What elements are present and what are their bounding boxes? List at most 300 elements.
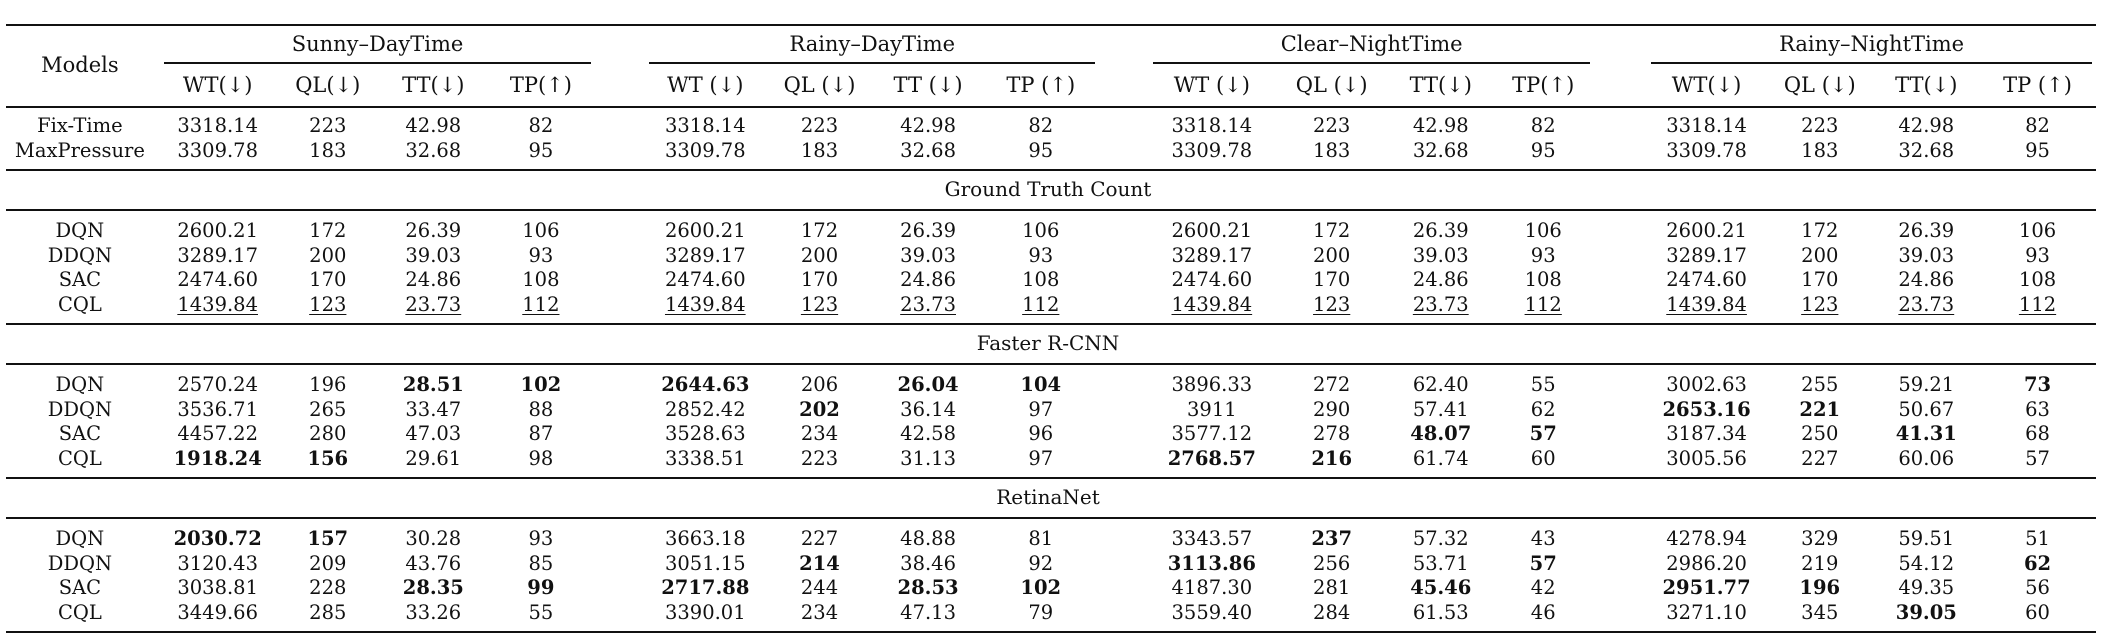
spacer	[1594, 293, 1647, 318]
metric-direction: (↓)	[1209, 73, 1250, 97]
metric-value: 3309.78	[1666, 138, 1747, 162]
metric-value: 3528.63	[664, 422, 746, 445]
model-name: MaxPressure	[14, 138, 145, 162]
metric-direction: (↓)	[326, 73, 361, 97]
metric-value: 33.26	[405, 600, 462, 624]
metric-value: 38.46	[900, 551, 956, 575]
group-underline	[164, 62, 591, 64]
metric-value: 26.04	[897, 373, 959, 396]
metric-value: 2474.60	[1666, 268, 1747, 291]
metric-value: 170	[1801, 268, 1839, 291]
metric-value: 39.03	[900, 243, 956, 267]
metric-value: 3390.01	[664, 600, 746, 624]
metric-value: 55	[1530, 373, 1556, 396]
underlined-value: 23.73	[1412, 292, 1469, 316]
metric-header	[874, 64, 983, 106]
spacer	[595, 114, 645, 139]
spacer	[1594, 244, 1647, 269]
model-name: DDQN	[47, 243, 113, 267]
metric-value: 50.67	[1898, 397, 1955, 421]
table-row	[0, 293, 2096, 318]
metric-value: 104	[1020, 373, 1062, 396]
metric-value: 3318.14	[177, 114, 258, 137]
metric-header	[380, 64, 487, 106]
metric-value: 97	[1028, 397, 1054, 421]
spacer	[1099, 219, 1149, 244]
underlined-value: 1439.84	[664, 292, 746, 316]
metric-value	[874, 293, 983, 318]
underlined-value: 123	[800, 292, 839, 316]
metric-name: TP	[509, 73, 538, 97]
spacer	[1099, 576, 1149, 601]
metric-header	[160, 64, 276, 106]
metric-value: 223	[309, 114, 347, 137]
metric-value: 170	[800, 268, 839, 291]
underlined-value: 1439.84	[1666, 292, 1747, 316]
metric-name: TP	[1006, 73, 1035, 97]
spacer	[595, 447, 645, 472]
metric-value: 55	[528, 600, 554, 624]
metric-value: 97	[1028, 446, 1054, 470]
spacer	[595, 244, 645, 269]
metric-value: 329	[1801, 527, 1839, 550]
metric-header	[1874, 64, 1980, 106]
spacer	[1594, 268, 1647, 293]
section-top-rule	[6, 169, 2096, 171]
metric-value: 2600.21	[1171, 219, 1253, 242]
metric-value: 234	[800, 422, 839, 445]
metric-header	[1647, 64, 1766, 106]
metric-value: 234	[800, 600, 839, 624]
metric-value: 3309.78	[664, 138, 746, 162]
metric-value: 87	[528, 422, 554, 445]
model-name: CQL	[57, 446, 102, 470]
metric-name: TT	[402, 73, 431, 97]
metric-value: 29.61	[405, 446, 462, 470]
metric-direction: (↓)	[1326, 73, 1368, 97]
metric-value	[1766, 293, 1874, 318]
metric-value: 285	[309, 600, 347, 624]
spacer	[595, 422, 645, 447]
section-top-rule	[6, 323, 2096, 325]
metric-value: 95	[2025, 138, 2050, 162]
table-row	[0, 527, 2096, 552]
metric-value: 28.51	[402, 373, 464, 396]
spacer	[595, 527, 645, 552]
spacer	[1099, 527, 1149, 552]
table-row	[0, 447, 2096, 472]
metric-value: 3343.57	[1171, 527, 1253, 550]
spacer	[595, 139, 645, 164]
metric-value	[380, 293, 487, 318]
spacer-row	[0, 517, 2096, 527]
metric-value: 61.53	[1412, 600, 1469, 624]
underlined-value: 112	[2018, 292, 2057, 316]
model-name: SAC	[58, 422, 102, 445]
group-underline	[1651, 62, 2092, 64]
metric-value: 223	[1801, 114, 1839, 137]
model-name: CQL	[57, 600, 102, 624]
metric-value: 57	[1529, 422, 1557, 445]
metric-value: 81	[1028, 527, 1054, 550]
metric-value	[1389, 293, 1492, 318]
metric-value: 244	[800, 576, 839, 599]
header-bottom-rule	[6, 106, 2096, 108]
metric-value: 3289.17	[664, 243, 746, 267]
table-row	[0, 244, 2096, 269]
metric-value: 45.46	[1410, 576, 1472, 599]
table-row	[0, 219, 2096, 244]
spacer	[1594, 64, 1647, 106]
metric-value: 3309.78	[177, 138, 258, 162]
metric-value: 196	[1799, 576, 1841, 599]
metric-direction: (↓)	[218, 73, 253, 97]
metric-value: 82	[1028, 114, 1054, 137]
metric-value: 99	[527, 576, 555, 599]
metric-value	[1492, 293, 1593, 318]
metric-value: 3536.71	[177, 397, 258, 421]
metric-value: 42.58	[900, 422, 956, 445]
metric-value: 2600.21	[1666, 219, 1747, 242]
metric-value: 85	[528, 551, 554, 575]
underlined-value: 23.73	[900, 292, 956, 316]
model-name: SAC	[58, 576, 102, 599]
metric-value: 93	[1028, 243, 1054, 267]
metric-value: 3289.17	[177, 243, 258, 267]
metric-value	[645, 293, 765, 318]
metric-value: 53.71	[1412, 551, 1469, 575]
metric-direction: (↓)	[702, 73, 744, 97]
metric-value: 61.74	[1412, 446, 1469, 470]
metric-value	[160, 293, 276, 318]
spacer	[1594, 447, 1647, 472]
model-name: SAC	[58, 268, 102, 291]
spacer	[1099, 398, 1149, 423]
metric-value: 227	[1801, 446, 1839, 470]
metric-value: 280	[309, 422, 347, 445]
metric-value: 108	[1022, 268, 1060, 291]
section-bottom-rule	[6, 517, 2096, 519]
metric-value: 42	[1530, 576, 1556, 599]
metric-value: 156	[307, 446, 349, 470]
metric-value: 39.03	[1898, 243, 1955, 267]
metric-value: 3271.10	[1666, 600, 1747, 624]
metric-name: TT	[893, 73, 922, 97]
metric-value: 200	[800, 243, 839, 267]
results-table	[0, 24, 2096, 631]
metric-value: 278	[1313, 422, 1351, 445]
metric-value: 2717.88	[661, 576, 750, 599]
metric-direction: (↓)	[1923, 73, 1958, 97]
metric-value: 172	[800, 219, 839, 242]
metric-value	[276, 293, 380, 318]
metric-value: 3896.33	[1171, 373, 1253, 396]
metric-header	[765, 64, 874, 106]
metric-value: 30.28	[405, 527, 462, 550]
spacer	[595, 293, 645, 318]
section-bottom-rule	[6, 363, 2096, 365]
underlined-value: 123	[1801, 292, 1839, 316]
header-row-metrics	[0, 64, 2096, 106]
spacer	[1099, 244, 1149, 269]
metric-value: 1918.24	[173, 446, 262, 470]
metric-value: 216	[1311, 446, 1353, 470]
spacer	[595, 601, 645, 626]
metric-value: 2951.77	[1662, 576, 1751, 599]
section-header	[0, 323, 2096, 363]
metric-value: 62	[1530, 397, 1556, 421]
metric-value: 26.39	[1898, 219, 1955, 242]
spacer	[1594, 398, 1647, 423]
metric-value: 214	[799, 551, 840, 575]
metric-value: 36.14	[900, 397, 956, 421]
metric-value: 206	[800, 373, 839, 396]
table-row	[0, 373, 2096, 398]
model-name: DQN	[55, 373, 105, 396]
metric-value: 108	[522, 268, 560, 291]
metric-value: 237	[1311, 527, 1353, 550]
underlined-value: 112	[522, 292, 560, 316]
header-row-groups	[0, 24, 2096, 64]
metric-name: QL	[783, 73, 815, 97]
metric-value: 41.31	[1895, 422, 1957, 445]
spacer	[1099, 139, 1149, 164]
metric-value: 60	[1530, 446, 1556, 470]
metric-value: 2030.72	[173, 527, 262, 550]
metric-value: 2600.21	[177, 219, 258, 242]
group-underline	[649, 62, 1095, 64]
metric-value: 63	[2025, 397, 2050, 421]
underlined-value: 1439.84	[1171, 292, 1253, 316]
metric-header	[1766, 64, 1874, 106]
metric-value: 172	[1801, 219, 1839, 242]
metric-header	[1492, 64, 1593, 106]
model-name: DDQN	[47, 551, 113, 575]
underlined-value: 123	[1313, 292, 1351, 316]
metric-value: 183	[309, 138, 347, 162]
metric-value: 93	[2025, 243, 2050, 267]
section-bottom-rule	[6, 209, 2096, 211]
metric-value: 3120.43	[177, 551, 258, 575]
metric-value: 57.32	[1412, 527, 1469, 550]
metric-value: 3318.14	[1171, 114, 1253, 137]
metric-header	[1149, 64, 1274, 106]
metric-value: 170	[1313, 268, 1351, 291]
metric-value: 95	[528, 138, 554, 162]
metric-value: 172	[1313, 219, 1351, 242]
metric-value: 68	[2025, 422, 2050, 445]
underlined-value: 112	[1022, 292, 1060, 316]
metric-value	[765, 293, 874, 318]
metric-value: 3577.12	[1171, 422, 1253, 445]
models-header: Models	[41, 53, 119, 77]
spacer	[1594, 601, 1647, 626]
metric-value: 56	[2025, 576, 2050, 599]
metric-value: 3318.14	[664, 114, 746, 137]
metric-value: 48.88	[900, 527, 956, 550]
metric-value: 2644.63	[661, 373, 750, 396]
spacer	[595, 64, 645, 106]
metric-value: 202	[799, 397, 840, 421]
metric-value: 345	[1801, 600, 1839, 624]
metric-direction: (↓)	[1815, 73, 1856, 97]
table-row	[0, 576, 2096, 601]
spacer	[1594, 576, 1647, 601]
metric-value	[487, 293, 596, 318]
metric-value: 26.39	[405, 219, 462, 242]
table-bottom-rule	[6, 631, 2096, 633]
group-underline	[1153, 62, 1590, 64]
metric-header	[1389, 64, 1492, 106]
metric-value: 32.68	[1898, 138, 1955, 162]
metric-value: 4187.30	[1171, 576, 1253, 599]
metric-value: 32.68	[405, 138, 462, 162]
metric-value: 31.13	[900, 446, 956, 470]
metric-value: 39.05	[1895, 600, 1957, 624]
underlined-value: 23.73	[405, 292, 462, 316]
metric-value: 3663.18	[664, 527, 746, 550]
metric-direction: (↓)	[921, 73, 963, 97]
metric-value: 28.53	[897, 576, 959, 599]
metric-header	[487, 64, 596, 106]
metric-value: 3318.14	[1666, 114, 1747, 137]
metric-name: TT	[1895, 73, 1924, 97]
metric-value: 32.68	[900, 138, 956, 162]
table-row	[0, 268, 2096, 293]
metric-value: 54.12	[1898, 551, 1955, 575]
metric-value: 62.40	[1412, 373, 1469, 396]
metric-value: 62	[2023, 551, 2052, 575]
section-header	[0, 477, 2096, 517]
section-header	[0, 169, 2096, 209]
metric-direction: (↑)	[1540, 73, 1575, 97]
metric-value: 51	[2025, 527, 2050, 550]
metric-value: 106	[1524, 219, 1562, 242]
metric-value: 43.76	[405, 551, 462, 575]
table-row	[0, 601, 2096, 626]
spacer-row	[0, 363, 2096, 373]
metric-value: 98	[528, 446, 554, 470]
spacer	[1594, 24, 1647, 64]
spacer	[1099, 373, 1149, 398]
spacer	[595, 268, 645, 293]
metric-value: 49.35	[1898, 576, 1955, 599]
spacer	[1099, 24, 1149, 64]
metric-value: 183	[1313, 138, 1351, 162]
underlined-value: 123	[309, 292, 347, 316]
metric-value: 196	[309, 373, 347, 396]
spacer	[1594, 422, 1647, 447]
metric-direction: (↑)	[2031, 73, 2072, 97]
metric-value: 106	[1022, 219, 1060, 242]
metric-value: 82	[1530, 114, 1556, 137]
model-name: DQN	[55, 219, 105, 242]
spacer	[1099, 114, 1149, 139]
table-row	[0, 422, 2096, 447]
metric-value: 2653.16	[1662, 397, 1751, 421]
metric-value: 106	[522, 219, 560, 242]
metric-value: 57.41	[1412, 397, 1469, 421]
metric-value: 209	[309, 551, 347, 575]
metric-value: 95	[1028, 138, 1054, 162]
metric-value: 200	[1313, 243, 1351, 267]
metric-value: 26.39	[1412, 219, 1469, 242]
metric-value: 3309.78	[1171, 138, 1253, 162]
metric-direction: (↑)	[537, 73, 572, 97]
group-header: Rainy–NightTime	[1779, 32, 1965, 56]
metric-header	[276, 64, 380, 106]
metric-value: 88	[528, 397, 554, 421]
model-name: DDQN	[47, 397, 113, 421]
metric-value: 47.13	[900, 600, 956, 624]
metric-value: 24.86	[900, 268, 956, 291]
underlined-value: 23.73	[1898, 292, 1955, 316]
metric-value: 93	[1530, 243, 1556, 267]
metric-name: QL	[1783, 73, 1816, 97]
metric-value	[1149, 293, 1274, 318]
metric-value: 272	[1313, 373, 1351, 396]
metric-value: 2474.60	[664, 268, 746, 291]
spacer	[595, 576, 645, 601]
metric-value: 157	[307, 527, 349, 550]
section-title: Ground Truth Count	[944, 177, 1152, 201]
metric-header	[1274, 64, 1389, 106]
metric-value: 3038.81	[177, 576, 258, 599]
model-name: CQL	[57, 292, 102, 316]
metric-value: 170	[309, 268, 347, 291]
metric-value: 3559.40	[1171, 600, 1253, 624]
table-row	[0, 552, 2096, 577]
spacer	[1594, 139, 1647, 164]
spacer	[1594, 373, 1647, 398]
metric-value: 3289.17	[1171, 243, 1253, 267]
metric-value: 108	[1524, 268, 1562, 291]
metric-value: 183	[1801, 138, 1839, 162]
spacer	[595, 24, 645, 64]
metric-value: 24.86	[1412, 268, 1469, 291]
metric-value: 3338.51	[664, 446, 746, 470]
metric-value: 3005.56	[1666, 446, 1747, 470]
metric-value: 82	[528, 114, 554, 137]
metric-name: TT	[1409, 73, 1438, 97]
metric-direction: (↓)	[814, 73, 856, 97]
table-row	[0, 398, 2096, 423]
metric-value: 79	[1028, 600, 1054, 624]
metric-name: TP	[2003, 73, 2032, 97]
metric-value: 59.51	[1898, 527, 1955, 550]
metric-value: 42.98	[405, 114, 462, 137]
metric-name: QL	[1295, 73, 1327, 97]
section-title: RetinaNet	[996, 485, 1100, 509]
metric-value	[1647, 293, 1766, 318]
metric-value: 2570.24	[177, 373, 258, 396]
table-row	[0, 139, 2096, 164]
group-header: Sunny–DayTime	[291, 32, 464, 56]
spacer-row	[0, 209, 2096, 219]
spacer	[595, 398, 645, 423]
metric-value: 47.03	[405, 422, 462, 445]
spacer	[1594, 219, 1647, 244]
metric-value: 92	[1028, 551, 1054, 575]
metric-direction: (↑)	[1034, 73, 1076, 97]
metric-value: 106	[2018, 219, 2057, 242]
metric-value: 59.21	[1898, 373, 1955, 396]
section-title: Faster R-CNN	[976, 331, 1120, 355]
metric-value: 2768.57	[1167, 446, 1256, 470]
metric-value: 3187.34	[1666, 422, 1747, 445]
metric-value	[1874, 293, 1980, 318]
metric-value: 3449.66	[177, 600, 258, 624]
